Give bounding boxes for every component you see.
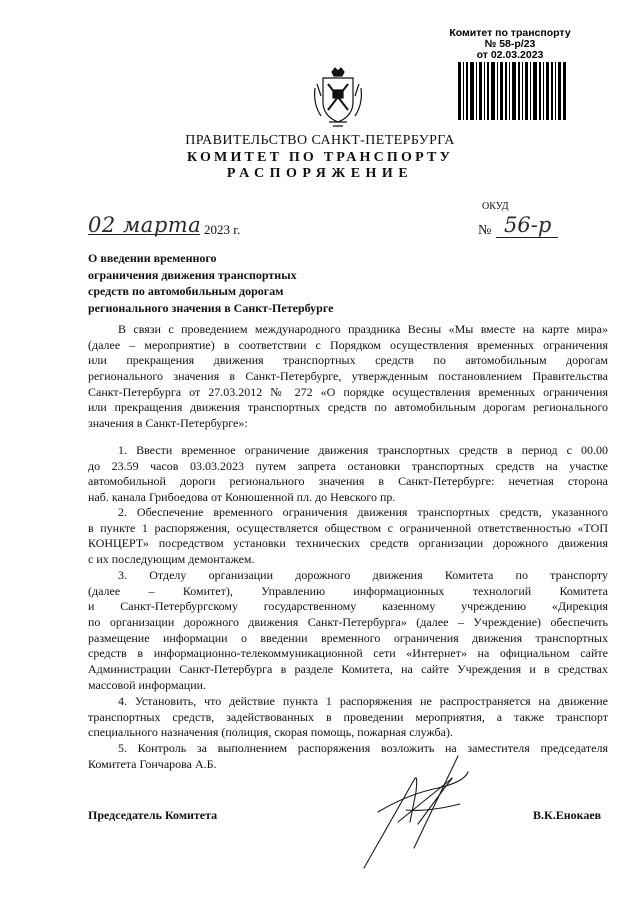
paragraph-line: транспортных средств, задействованных в проведении мероприятия, а также транспорт bbox=[88, 709, 608, 724]
paragraph-line: регионального значения в Санкт-Петербурге, утвержденным постановлением Правительства bbox=[88, 369, 608, 384]
paragraph-line: или прекращения движения транспортных средств по автомобильным дорогам регионального bbox=[88, 400, 608, 415]
paragraph-line: Администрации Санкт-Петербурга в разделе Комитета, на сайте Учреждения и в средствах bbox=[88, 662, 608, 677]
date-underline bbox=[88, 234, 200, 235]
subject-line: ограничения движения транспортных bbox=[88, 267, 297, 282]
number-underline bbox=[496, 237, 558, 238]
paragraph-line: наб. канала Грибоедова от Конюшенной пл. до Невского пр. bbox=[88, 490, 396, 505]
paragraph-line: 3. Отделу организации дорожного движения Комитета по транспорту bbox=[118, 568, 608, 582]
paragraph-line: средств в информационно-телекоммуникационной сети «Интернет» на официальном сайте bbox=[88, 646, 608, 661]
paragraph-line: массовой информации. bbox=[88, 677, 207, 692]
paragraph-line: автомобильной дороги регионального значения в Санкт-Петербурге: нечетная сторона bbox=[88, 474, 608, 489]
number-label: № bbox=[478, 223, 492, 238]
signatory-name: В.К.Енокаев bbox=[533, 808, 602, 822]
document-subject bbox=[88, 250, 388, 316]
government-name: ПРАВИТЕЛЬСТВО САНКТ-ПЕТЕРБУРГА bbox=[185, 133, 455, 148]
paragraph-line: 1. Ввести временное ограничение движения транспортных средств в период с 00.00 bbox=[118, 443, 608, 457]
paragraph-line: КОНЦЕРТ» посредством установки технических средств организации дорожного движения bbox=[88, 536, 608, 551]
preamble-paragraph bbox=[88, 322, 608, 432]
paragraph-line: с их последующим демонтажем. bbox=[88, 552, 255, 567]
handwritten-signature bbox=[318, 752, 498, 872]
paragraph-line: и Санкт-Петербургскому государственному казенному учреждению «Дирекция bbox=[88, 599, 608, 614]
stamp-line-3: от 02.03.2023 bbox=[476, 49, 544, 61]
paragraph-line: (далее – Комитет), Управлению информационных технологий Комитета bbox=[88, 583, 608, 598]
registration-stamp bbox=[446, 28, 574, 61]
handwritten-number: 56-р bbox=[504, 213, 552, 237]
paragraph-line: Комитета Гончарова А.Б. bbox=[88, 756, 217, 771]
paragraph-line: (далее – мероприятие) в соответствии с Порядком осуществления временных ограничения bbox=[88, 337, 608, 352]
paragraph-line: 5. Контроль за выполнением распоряжения возложить на заместителя председателя bbox=[118, 741, 608, 755]
order-item-2 bbox=[88, 505, 608, 568]
stamp-line-1: Комитет по транспорту bbox=[449, 27, 571, 39]
subject-line: регионального значения в Санкт-Петербурге bbox=[88, 300, 334, 315]
paragraph-line: значения в Санкт-Петербурге»: bbox=[88, 416, 248, 431]
signatory-position: Председатель Комитета bbox=[88, 808, 218, 822]
paragraph-line: или прекращения движения транспортных средств по автомобильным дорогам bbox=[88, 353, 608, 368]
paragraph-line: 4. Установить, что действие пункта 1 распоряжения не распространяется на движение bbox=[118, 694, 608, 708]
paragraph-line: В связи с проведением международного праздника Весны «Мы вместе на карте мира» bbox=[118, 322, 608, 336]
stamp-line-2: № 58-р/23 bbox=[484, 38, 536, 50]
paragraph-line: по организации дорожного движения Санкт-Петербурга» (далее – Учреждение) обеспечить bbox=[88, 615, 608, 630]
order-item-3 bbox=[88, 568, 608, 694]
date-year: 2023 г. bbox=[204, 222, 241, 237]
okud-label: ОКУД bbox=[482, 201, 509, 212]
document-type: РАСПОРЯЖЕНИЕ bbox=[226, 166, 414, 181]
subject-line: средств по автомобильным дорогам bbox=[88, 284, 284, 298]
barcode bbox=[458, 62, 566, 120]
order-item-4 bbox=[88, 694, 608, 741]
coat-of-arms-emblem bbox=[311, 66, 365, 128]
handwritten-date: 02 марта bbox=[88, 213, 202, 237]
paragraph-line: 2. Обеспечение временного ограничения движения транспортных средств, указанного bbox=[118, 505, 608, 519]
order-item-1 bbox=[88, 443, 608, 506]
subject-line: О введении временного bbox=[88, 251, 217, 265]
committee-name: КОМИТЕТ ПО ТРАНСПОРТУ bbox=[186, 150, 454, 165]
paragraph-line: до 23.59 часов 03.03.2023 путем запрета остановки транспортных средств на участке bbox=[88, 458, 608, 473]
paragraph-line: специального назначения (полиция, скорая помощь, пожарная служба). bbox=[88, 725, 453, 740]
paragraph-line: в пункте 1 распоряжения, осуществляется обществом с ограниченной ответственностью «ТОП bbox=[88, 520, 608, 535]
paragraph-line: размещение информации о введении временного ограничения движения транспортных bbox=[88, 630, 608, 645]
paragraph-line: Санкт-Петербурга от 27.03.2012 № 272 «О порядке осуществления временных ограничения bbox=[88, 384, 608, 399]
